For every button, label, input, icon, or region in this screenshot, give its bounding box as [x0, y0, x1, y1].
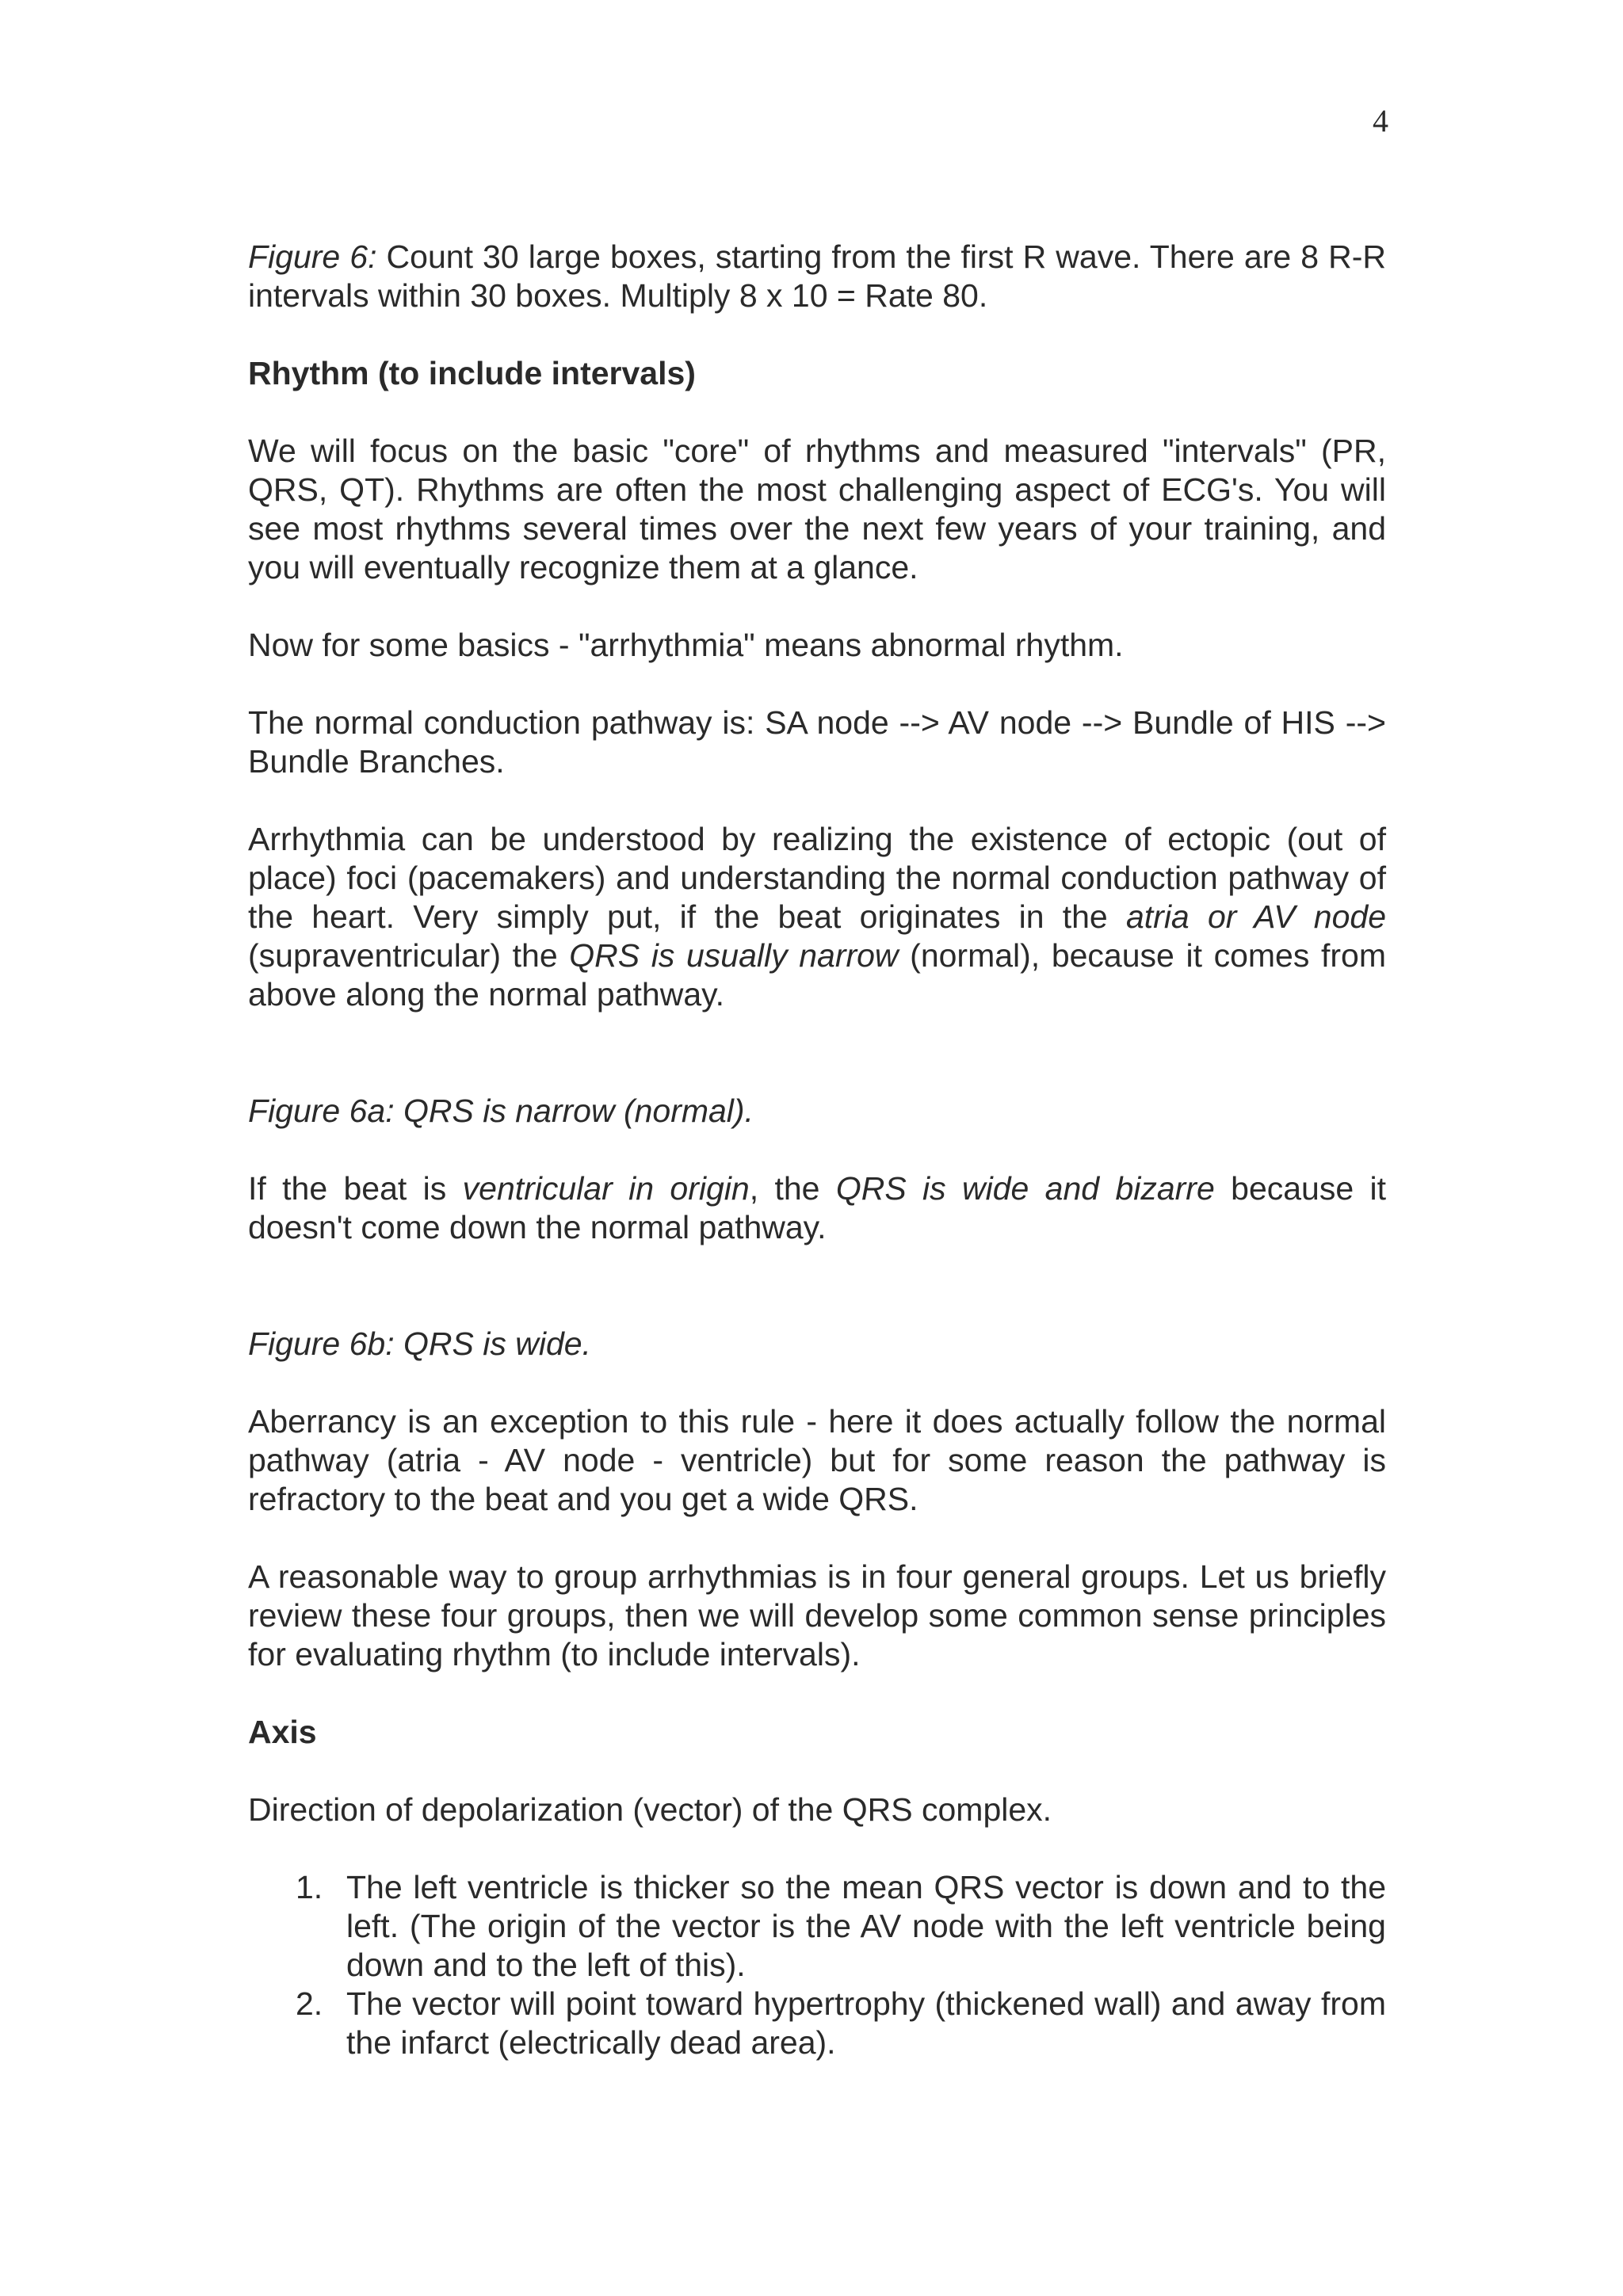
axis-list [248, 1868, 1386, 2062]
figure-6b-caption [248, 1325, 1386, 1363]
arrhythmia-emphasis-2: QRS is usually narrow [569, 937, 899, 974]
arrhythmia-text-2: (supraventricular) the [248, 937, 570, 974]
paragraph-pathway: The normal conduction pathway is: SA node --> AV node --> Bundle of HIS --> Bundle Branches. [248, 704, 1386, 780]
ventricular-text-2: , the [749, 1170, 836, 1207]
list-item-number: 2. [296, 1985, 323, 2022]
figure-6-caption [248, 238, 1386, 315]
ventricular-text-3: because it doesn't come down the normal pathway. [248, 1170, 1387, 1245]
figure-6a-caption [248, 1092, 1386, 1131]
paragraph-focus: We will focus on the basic "core" of rhythms and measured "intervals" (PR, QRS, QT). Rhythms are often the most challenging aspect of ECG's. You will see most rhythms several times over the next few years of your training, and you will eventually recognize them at a glance. [248, 433, 1386, 585]
figure-6-text: Count 30 large boxes, starting from the first R wave. There are 8 R-R intervals within 30 boxes. Multiply 8 x 10 = Rate 80. [248, 238, 1386, 314]
list-item-text: The vector will point toward hypertrophy (thickened wall) and away from the infarct (electrically dead area). [346, 1985, 1386, 2061]
paragraph-aberrancy: Aberrancy is an exception to this rule - here it does actually follow the normal pathway (atria - AV node - ventricle) but for some reason the pathway is refractory to the beat and you get a wide QRS. [248, 1403, 1386, 1517]
list-item [248, 1985, 1386, 2062]
figure-6-label: Figure 6: [248, 238, 377, 275]
paragraph-ventricular [248, 1169, 1386, 1247]
rhythm-heading: Rhythm (to include intervals) [248, 355, 696, 391]
paragraph-groups: A reasonable way to group arrhythmias is in four general groups. Let us briefly review these four groups, then we will develop some common sense principles for evaluating rhythm (to include intervals). [248, 1558, 1386, 1672]
ventricular-emphasis-2: QRS is wide and bizarre [835, 1170, 1215, 1207]
figure-6b-text: Figure 6b: QRS is wide. [248, 1325, 591, 1362]
list-item-text: The left ventricle is thicker so the mean QRS vector is down and to the left. (The origin of the vector is the AV node with the left ventricle being down and to the left of this). [346, 1869, 1386, 1983]
arrhythmia-text-3: (normal), because it comes from above along the normal pathway. [248, 937, 1386, 1013]
paragraph-basics: Now for some basics - "arrhythmia" means abnormal rhythm. [248, 627, 1124, 663]
figure-6a-text: Figure 6a: QRS is narrow (normal). [248, 1093, 754, 1129]
paragraph-arrhythmia [248, 820, 1386, 1014]
list-item-number: 1. [296, 1869, 323, 1905]
axis-heading: Axis [248, 1714, 317, 1750]
ventricular-text-1: If the beat is [248, 1170, 463, 1207]
page-content [248, 238, 1386, 2062]
list-item [248, 1868, 1386, 1985]
axis-intro: Direction of depolarization (vector) of the QRS complex. [248, 1791, 1052, 1828]
arrhythmia-text-1: Arrhythmia can be understood by realizing the existence of ectopic (out of place) foci (pacemakers) and understanding the normal conduction pathway of the heart. Very simply put, if the beat originates in the [248, 821, 1386, 935]
arrhythmia-emphasis-1: atria or AV node [1125, 898, 1386, 935]
page-number: 4 [1373, 103, 1388, 139]
ventricular-emphasis-1: ventricular in origin [462, 1170, 750, 1207]
